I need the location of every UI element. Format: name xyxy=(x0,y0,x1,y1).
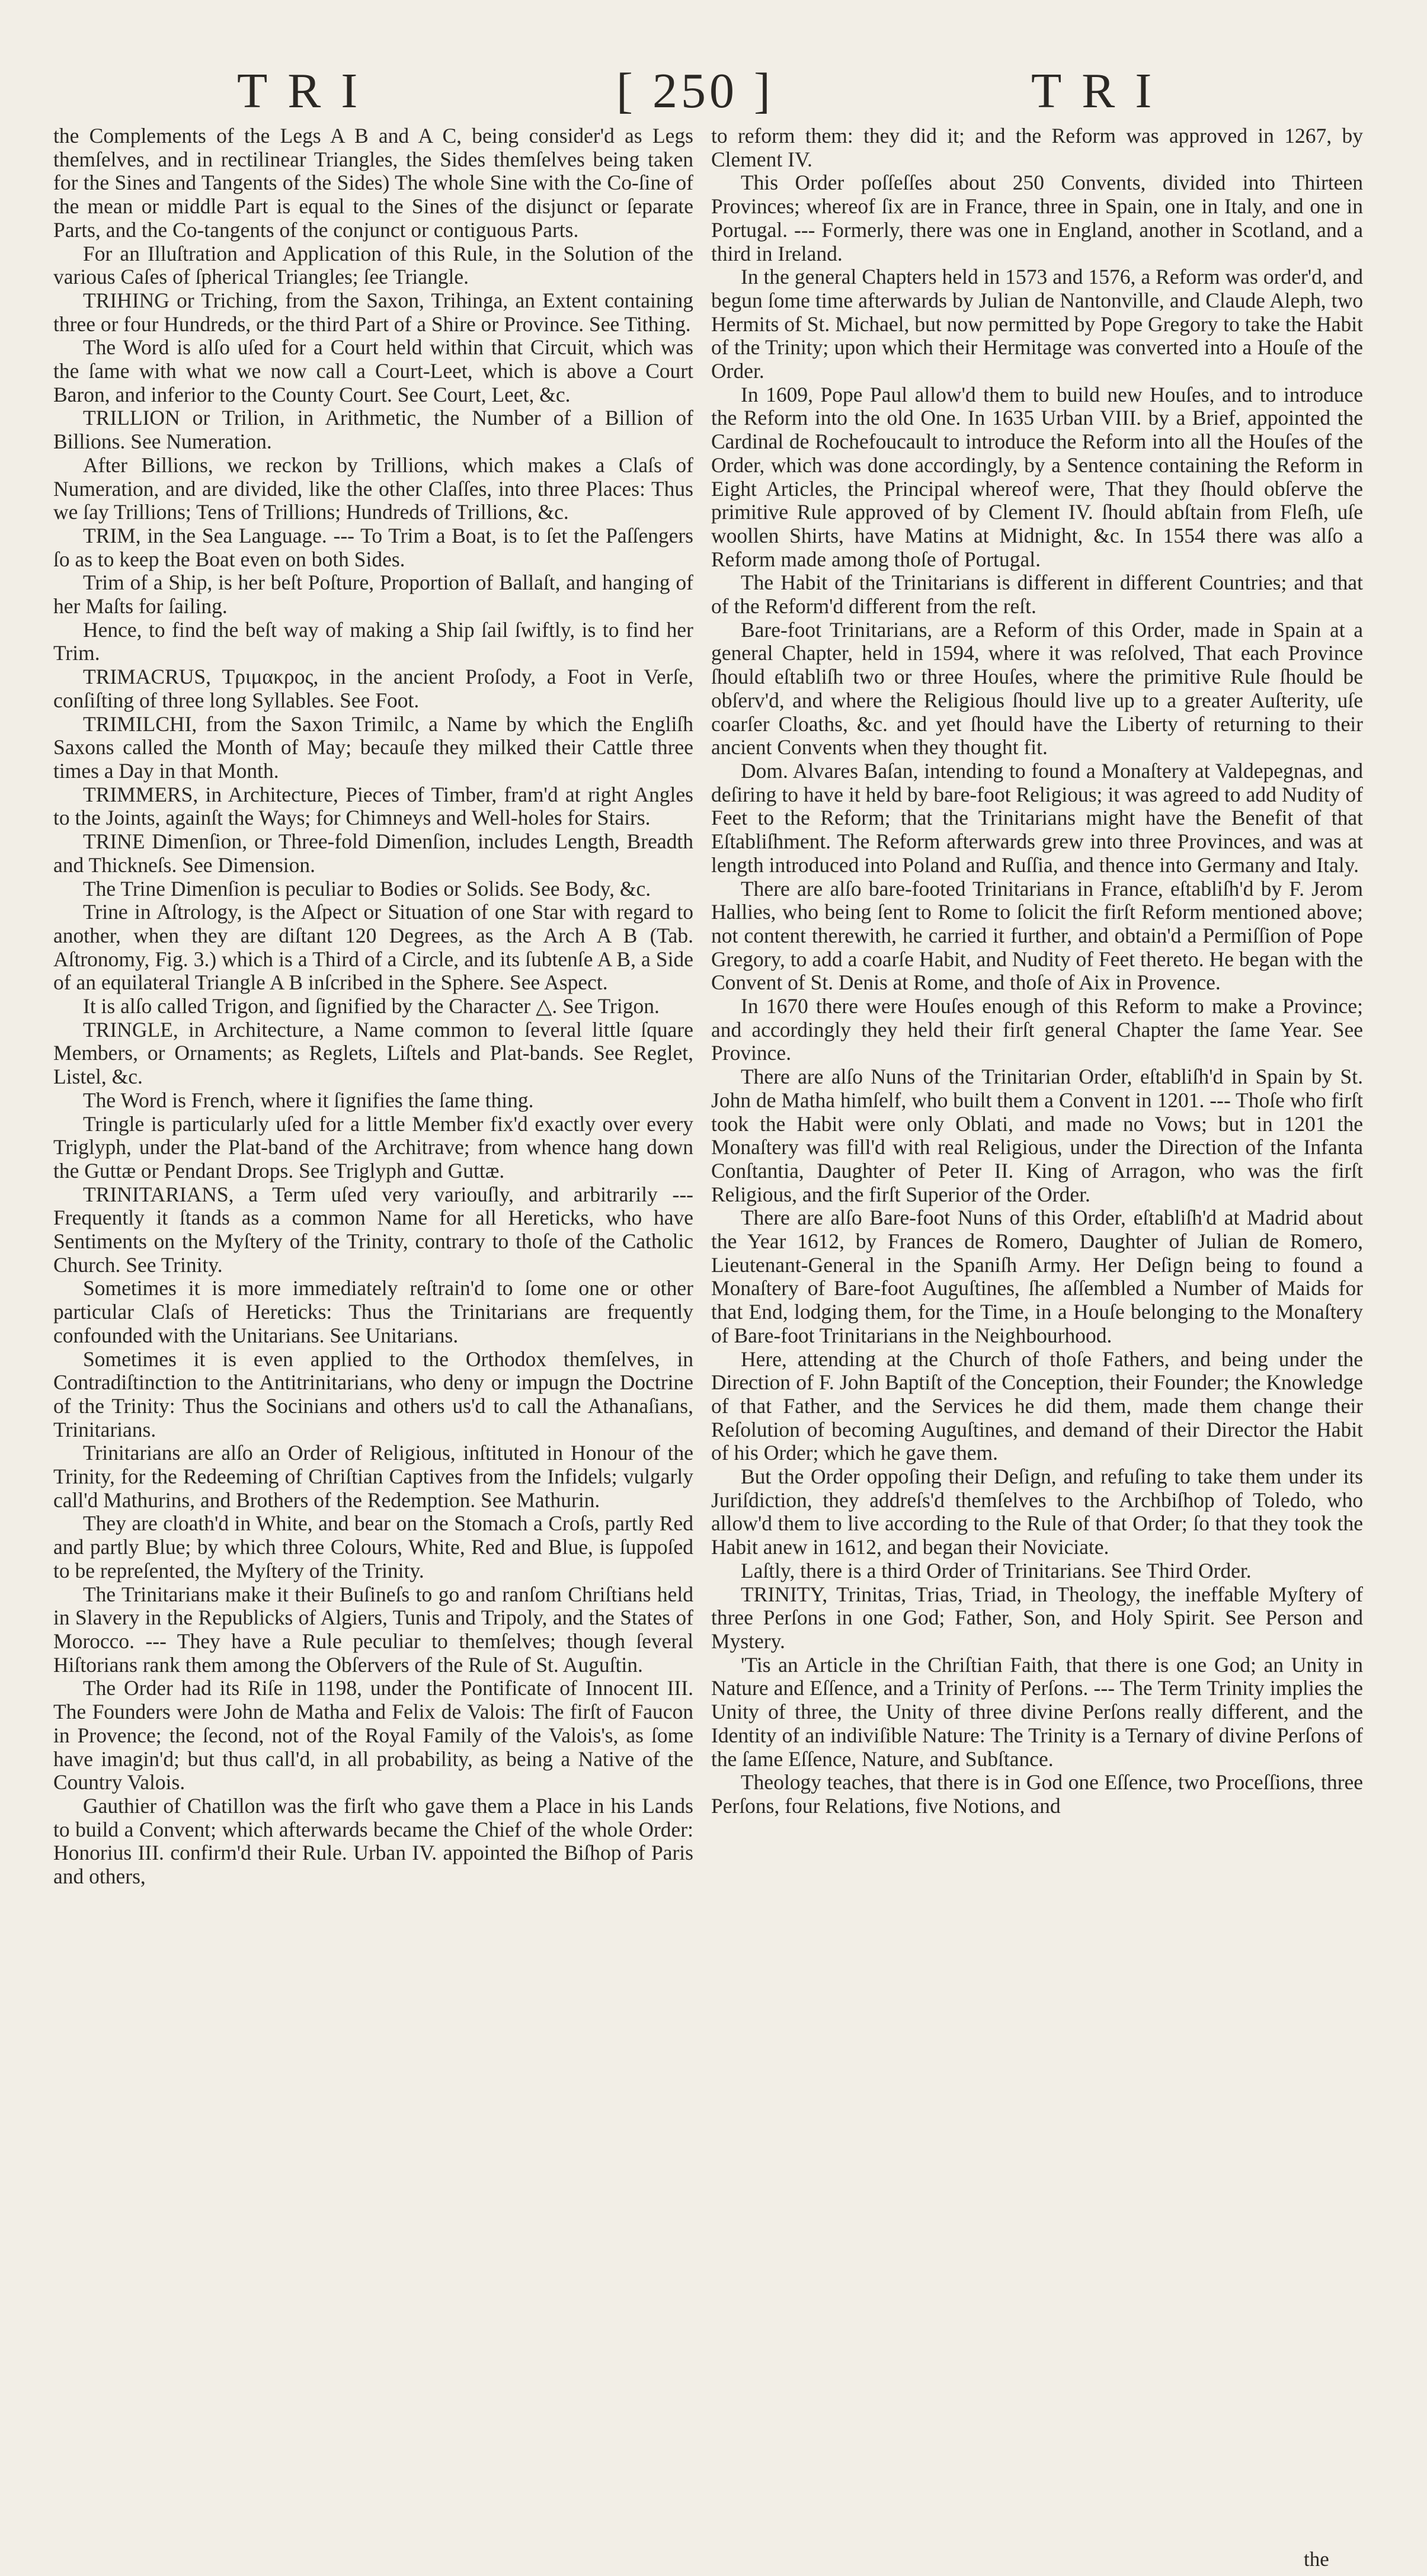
paragraph: There are alſo Nuns of the Trinitarian Order, eſtabliſh'd in Spain by St. John de Matha himſelf, who built them a Convent in 1201. --- Thoſe who firſt took the Habit were only Oblati, and made no Vows; but in 1201 the Monaſtery was fill'd with real Religious, under the Direction of the Infanta Conſtantia, Daughter of Peter II. King of Arragon, who was the firſt Religious, and the firſt Superior of the Order. xyxy=(711,1065,1363,1206)
paragraph: The Word is French, where it ſignifies the ſame thing. xyxy=(83,1088,534,1112)
paragraph: The Trine Dimenſion is peculiar to Bodies or Solids. See Body, &c. xyxy=(83,876,651,901)
paragraph: Gauthier of Chatillon was the firſt who gave them a Place in his Lands to build a Convent; which afterwards became the Chief of the whole Order: Honorius III. confirm'd their Rule. Urban IV. appointed the Biſhop of Paris and others, xyxy=(53,1793,693,1889)
paragraph: TRINITY, Trinitas, Trias, Triad, in Theology, the ineffable Myſtery of three Perſons in one God; Father, Son, and Holy Spirit. See Person and Mystery. xyxy=(711,1582,1363,1653)
paragraph: There are alſo Bare-foot Nuns of this Order, eſtabliſh'd at Madrid about the Year 1612, by Frances de Romero, Daughter of Julian de Romero, Lieutenant-General in the Spaniſh Army. Her Deſign being to found a Monaſtery of Bare-foot Auguſtines, ſhe aſſembled a Number of Maids for that End, lodging them, for the Time, in a Houſe belonging to the Monaſtery of Bare-foot Trinitarians in the Neighbourhood. xyxy=(711,1206,1363,1347)
paragraph: The Trinitarians make it their Buſineſs to go and ranſom Chriſtians held in Slavery in the Republicks of Algiers, Tunis and Tripoly, and the States of Morocco. --- They have a Rule peculiar to themſelves; though ſeveral Hiſtorians rank them among the Obſervers of the Rule of St. Auguſtin. xyxy=(53,1582,693,1677)
paragraph: the Complements of the Legs A B and A C, being consider'd as Legs themſelves, and in rectilinear Triangles, the Sides themſelves being taken for the Sines and Tangents of the Sides) The whole Sine with the Co-ſine of the mean or middle Part is equal to the Sines of the disjunct or ſeparate Parts, and the Co-tangents of the conjunct or contiguous Parts. xyxy=(53,124,693,242)
paragraph: TRINE Dimenſion, or Three-fold Dimenſion, includes Length, Breadth and Thickneſs. See Dimension. xyxy=(53,829,693,877)
paragraph: For an Illuſtration and Application of this Rule, in the Solution of the various Caſes of ſpherical Triangles; ſee Triangle. xyxy=(53,241,693,289)
paragraph: The Habit of the Trinitarians is different in different Countries; and that of the Reform'd different from the reſt. xyxy=(711,571,1363,619)
paragraph: TRINGLE, in Architecture, a Name common to ſeveral little ſquare Members, or Ornaments; as Reglets, Liſtels and Plat-bands. See Reglet, Listel, &c. xyxy=(53,1017,693,1089)
paragraph: In 1670 there were Houſes enough of this Reform to make a Province; and accordingly they held their firſt general Chapter the ſame Year. See Province. xyxy=(711,994,1363,1065)
paragraph: Laſtly, there is a third Order of Trinitarians. See Third Order. xyxy=(741,1558,1252,1582)
paragraph: to reform them: they did it; and the Reform was approved in 1267, by Clement IV. xyxy=(711,124,1363,171)
paragraph: It is alſo called Trigon, and ſignified by the Character △. See Trigon. xyxy=(83,994,660,1018)
paragraph: After Billions, we reckon by Trillions, which makes a Claſs of Numeration, and are divided, like the other Claſſes, into three Places: Thus we ſay Trillions; Tens of Trillions; Hundreds of Trillions, &c. xyxy=(53,453,693,524)
paragraph: Trinitarians are alſo an Order of Religious, inſtituted in Honour of the Trinity, for the Redeeming of Chriſtian Captives from the Infidels; vulgarly call'd Mathurins, and Brothers of the Redemption. See Mathurin. xyxy=(53,1441,693,1512)
paragraph: 'Tis an Article in the Chriſtian Faith, that there is one God; an Unity in Nature and Eſſence, and a Trinity of Perſons. --- The Term Trinity implies the Unity of three, the Unity of three divine Perſons really different, and the Identity of an indiviſible Nature: The Trinity is a Ternary of divine Perſons of the ſame Eſſence, Nature, and Subſtance. xyxy=(711,1652,1363,1771)
paragraph: Dom. Alvares Baſan, intending to found a Monaſtery at Valdepegnas, and deſiring to have it held by bare-foot Religious; it was agreed to add Nudity of Feet to the Reform; that the Trinitarians might have the Benefit of that Eſtabliſhment. The Reform afterwards grew into three Provinces, and was at length introduced into Poland and Ruſſia, and thence into Germany and Italy. xyxy=(711,758,1363,877)
paragraph: Bare-foot Trinitarians, are a Reform of this Order, made in Spain at a general Chapter, held in 1594, where it was reſolved, That each Province ſhould eſtabliſh two or three Houſes, where the primitive Rule ſhould be obſerv'd, and where the Religious ſhould live up to a greater Auſterity, uſe coarſer Cloaths, &c. and yet ſhould have the Liberty of returning to their ancient Convents when they thought fit. xyxy=(711,617,1363,760)
paragraph: Trim of a Ship, is her beſt Poſture, Proportion of Ballaſt, and hanging of her Maſts for ſailing. xyxy=(53,571,693,619)
paragraph: This Order poſſeſſes about 250 Convents, divided into Thirteen Provinces; whereof ſix are in France, three in Spain, one in Italy, and one in Portugal. --- Formerly, there was one in England, another in Scotland, and a third in Ireland. xyxy=(711,171,1363,265)
paragraph: Sometimes it is more immediately reſtrain'd to ſome one or other particular Claſs of Hereticks: Thus the Trinitarians are frequently confounded with the Unitarians. See Unitarians. xyxy=(53,1276,693,1347)
paragraph: Theology teaches, that there is in God one Eſſence, two Proceſſions, three Perſons, four Relations, five Notions, and xyxy=(711,1770,1363,1818)
paragraph: The Word is alſo uſed for a Court held within that Circuit, which was the ſame with what we now call a Court-Leet, which is above a Court Baron, and inferior to the County Court. See Court, Leet, &c. xyxy=(53,335,693,406)
paragraph: Sometimes it is even applied to the Orthodox themſelves, in Contradiſtinction to the Antitrinitarians, who deny or impugn the Doctrine of the Trinity: Thus the Socinians and others us'd to call the Athanaſians, Trinitarians. xyxy=(53,1347,693,1441)
paragraph: TRIMILCHI, from the Saxon Trimilc, a Name by which the Engliſh Saxons called the Month of May; becauſe they milked their Cattle three times a Day in that Month. xyxy=(53,712,693,783)
paragraph: TRIMACRUS, Τριμακρος, in the ancient Proſody, a Foot in Verſe, conſiſting of three long Syllables. See Foot. xyxy=(53,665,693,712)
paragraph: Hence, to find the beſt way of making a Ship ſail ſwiftly, is to find her Trim. xyxy=(53,617,693,665)
paragraph: TRIMMERS, in Architecture, Pieces of Timber, fram'd at right Angles to the Joints, againſt the Ways; for Chimneys and Well-holes for Stairs. xyxy=(53,782,693,830)
paragraph: TRILLION or Trilion, in Arithmetic, the Number of a Billion of Billions. See Numeration. xyxy=(53,406,693,454)
paragraph: But the Order oppoſing their Deſign, and refuſing to take them under its Juriſdiction, they addreſs'd themſelves to the Archbiſhop of Toledo, who allow'd them to live according to the Rule of that Order; ſo that they took the Habit anew in 1612, and began their Noviciate. xyxy=(711,1465,1363,1559)
paragraph: Trine in Aſtrology, is the Aſpect or Situation of one Star with regard to another, when they are diſtant 120 Degrees, as the Arch A B (Tab. Aſtronomy, Fig. 3.) which is a Third of a Circle, and its ſubtenſe A B, a Side of an equilateral Triangle A B inſcribed in the Sphere. See Aspect. xyxy=(53,900,693,995)
paragraph: They are cloath'd in White, and bear on the Stomach a Croſs, partly Red and partly Blue; by which three Colours, White, Red and Blue, is ſuppoſed to be repreſented, the Myſtery of the Trinity. xyxy=(53,1511,693,1582)
left-column xyxy=(53,124,693,1889)
paragraph: There are alſo bare-footed Trinitarians in France, eſtabliſh'd by F. Jerom Hallies, who being ſent to Rome to ſolicit the firſt Reform mentioned above; not content therewith, he carried it further, and obtain'd a Permiſſion of Pope Gregory, to add a coarſe Habit, and Nudity of Feet thereto. He began with the Convent of St. Denis at Rome, and thoſe of Aix in Provence. xyxy=(711,876,1363,995)
running-head-right: TRI xyxy=(1031,63,1172,118)
paragraph: TRIHING or Triching, from the Saxon, Trihinga, an Extent containing three or four Hundreds, or the third Part of a Shire or Province. See Tithing. xyxy=(53,288,693,336)
running-head-left: TRI xyxy=(237,63,378,118)
paragraph: Tringle is particularly uſed for a little Member fix'd exactly over every Triglyph, under the Plat-band of the Architrave; from whence hang down the Guttæ or Pendant Drops. See Triglyph and Guttæ. xyxy=(53,1111,693,1183)
page-number: [ 250 ] xyxy=(616,63,774,118)
paragraph: In the general Chapters held in 1573 and 1576, a Reform was order'd, and begun ſome time afterwards by Julian de Nantonville, and Claude Aleph, two Hermits of St. Michael, but now permitted by Pope Gregory to take the Habit of the Trinity; upon which their Hermitage was converted into a Houſe of the Order. xyxy=(711,265,1363,383)
catchword: the xyxy=(1304,2548,1329,2571)
paragraph: The Order had its Riſe in 1198, under the Pontificate of Innocent III. The Founders were John de Matha and Felix de Valois: The firſt of Faucon in Provence; the ſecond, not of the Royal Family of the Valois's, as ſome have imagin'd; but thus call'd, in all probability, as being a Native of the Country Valois. xyxy=(53,1676,693,1795)
paragraph: TRINITARIANS, a Term uſed very variouſly, and arbitrarily --- Frequently it ſtands as a common Name for all Hereticks, who have Sentiments on the Myſtery of the Trinity, contrary to thoſe of the Catholic Church. See Trinity. xyxy=(53,1182,693,1277)
paragraph: Here, attending at the Church of thoſe Fathers, and being under the Direction of F. John Baptiſt of the Conception, their Founder; the Knowledge of that Father, and the Services he did them, made them change their Reſolution of becoming Auguſtines, and demand of their Director the Habit of his Order; which he gave them. xyxy=(711,1347,1363,1465)
paragraph: TRIM, in the Sea Language. --- To Trim a Boat, is to ſet the Paſſengers ſo as to keep the Boat even on both Sides. xyxy=(53,523,693,571)
paragraph: In 1609, Pope Paul allow'd them to build new Houſes, and to introduce the Reform into the old One. In 1635 Urban VIII. by a Brief, appointed the Cardinal de Rochefoucault to introduce the Reform into all the Houſes of the Order, which was done accordingly, by a Sentence containing the Reform in Eight Articles, the Principal whereof were, That they ſhould obſerve the primitive Rule approved of by Clement IV. ſhould abſtain from Fleſh, uſe woollen Shirts, have Matins at Midnight, &c. In 1554 there was alſo a Reform made among thoſe of Portugal. xyxy=(711,382,1363,571)
right-column xyxy=(711,124,1363,1818)
